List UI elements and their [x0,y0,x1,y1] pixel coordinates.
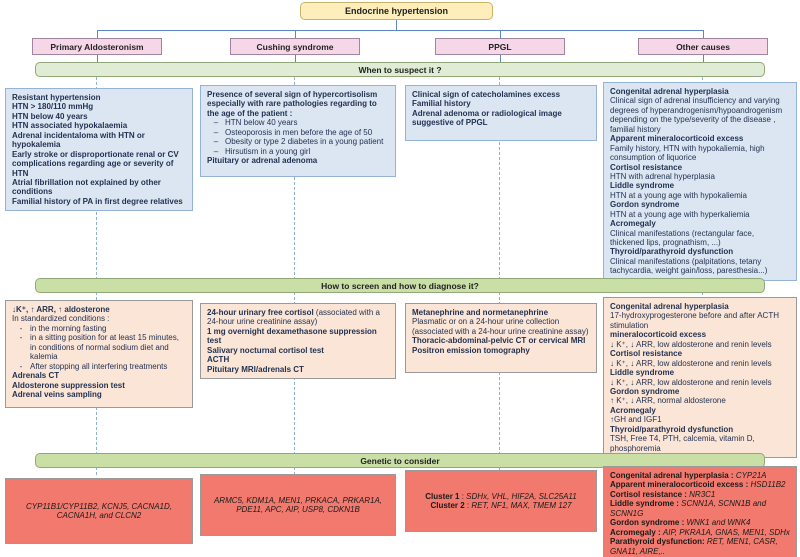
text-line [610,340,790,349]
screen-box-cushing-syndrome [200,303,396,379]
text-segment: Adrenals CT [12,371,60,381]
connector-col2-header-stub [295,55,296,62]
text-segment: In standardized conditions : [12,314,110,324]
text-line [207,327,389,346]
text-line [207,365,389,374]
text-line [610,415,790,424]
text-segment: Metanephrine and normetanephrine [412,308,549,317]
text-segment: HTN below 40 years [225,118,298,128]
text-line [610,490,790,499]
text-line [207,346,389,355]
bullet-text [30,324,186,333]
text-segment: ↓ K⁺, ↓ ARR, low aldosterone and renin levels [610,377,772,387]
text-line [610,471,790,480]
banner-label: How to screen and how to diagnose it? [321,280,479,291]
genetic-box-primary-aldosteronism [5,478,193,544]
suspect-box-primary-aldosteronism [5,88,193,211]
text-line [610,480,790,489]
text-line [412,317,590,336]
text-segment: HSD11B2 [750,480,786,490]
text-line [610,378,790,387]
text-line [610,406,790,415]
text-line [412,99,590,108]
text-line [610,200,790,209]
bullet-text [225,147,389,156]
text-segment: ↓ K⁺, ↓ ARR, low aldosterone and renin levels [610,339,772,349]
text-segment: Acromegaly [610,219,656,229]
text-segment: WNK1 and WNK4 [686,518,751,528]
column-header-other-causes [638,38,768,55]
text-segment: AIP, PKRA1A, GNAS, MEN1, SDHx [662,527,790,537]
text-line [12,381,186,390]
dash-bullet: – [213,146,219,156]
text-line [610,229,790,248]
text-segment: Adrenal veins sampling [12,389,102,399]
text-line [610,96,790,134]
text-segment: Adrenal incidentaloma with HTN or hypokalemia [12,130,145,150]
text-segment: 17-hydroxyprogesterone before and after ACTH stimulation [610,311,779,330]
text-segment: : [461,491,467,501]
text-segment: NR3C1 [689,489,716,499]
text-segment: in the morning fasting [30,323,107,333]
connector-col2-stub [295,30,296,38]
text-line [610,247,790,256]
column-header-label: Other causes [676,41,730,52]
text-line [12,121,186,130]
connector-col4-stub [703,30,704,38]
text-segment: Parathyroid dysfunction: [610,537,707,547]
text-line [12,314,186,323]
text-segment: ↑GH and IGF1 [610,415,662,425]
suspect-box-cushing-syndrome [200,85,396,177]
connector-col1-stub [97,30,98,38]
text-line [12,371,186,380]
text-line [412,308,590,317]
text-segment: Cortisol resistance [610,162,683,172]
text-segment: Thyroid/parathyroid dysfunction [610,247,734,257]
text-segment: Presence of several sign of hypercortisolism especially with rare pathologies regarding to the age of the patient : [207,90,378,118]
text-segment: Familial history [412,99,471,109]
text-segment: HTN below 40 years [12,111,88,121]
banner-label: When to suspect it ? [358,64,442,75]
text-line [610,311,790,330]
connector-col1-header-stub [97,55,98,62]
text-segment: : [466,501,472,510]
suspect-box-ppgl [405,85,597,141]
text-segment: Congenital adrenal hyperplasia [610,87,729,96]
dash-bullet: - [19,361,23,371]
connector-root-stem [396,20,397,30]
connector-horizontal [97,30,703,31]
dash-bullet: - [19,323,23,333]
connector-col4-header-stub [703,55,704,62]
bullet-text [225,137,389,146]
genetic-box-cushing-syndrome [200,474,396,536]
text-line [12,502,186,521]
text-segment: ARMC5, KDM1A, MEN1, PRKACA, PRKAR1A, PDE11, APC, AIP, USP8, CDKN1B [213,495,383,514]
dash-bullet: - [19,333,23,343]
text-segment: SDHx, VHL, HIF2A, SLC25A11 [466,491,577,501]
text-segment: Atrial fibrillation not explained by other conditions [12,177,161,197]
text-line [207,496,389,515]
text-line [610,359,790,368]
text-line [610,330,790,339]
column-header-label: Primary Aldosteronism [50,41,144,52]
text-line [610,163,790,172]
text-segment: 24-hour urinary free cortisol [207,308,316,317]
text-segment: Thyroid/parathyroid dysfunction [610,424,734,434]
text-segment: ↓ K⁺, ↓ ARR, low aldosterone and renin levels [610,358,772,368]
text-segment: in a sitting position for at least 15 minutes, in conditions of normal sodium diet and kalemia [30,333,179,362]
text-line [610,537,790,556]
text-line [610,181,790,190]
banner-how-to-screen [35,278,765,293]
column-header-label: PPGL [488,41,512,52]
text-segment: Plasmatic or on a 24-hour urine collection (associated with a 24-hour urine creatinine assay) [412,317,589,336]
text-segment: Pituitary or adrenal adenoma [207,156,318,166]
text-line [412,492,590,501]
text-line [610,210,790,219]
text-segment: Obesity or type 2 diabetes in a young patient [225,137,384,147]
text-line [207,118,389,127]
text-segment: Liddle syndrome : [610,499,682,509]
text-line [12,362,186,371]
text-segment: Gordon syndrome [610,200,680,210]
genetic-box-other-causes [603,466,797,557]
text-line [12,305,186,314]
text-segment: TSH, Free T4, PTH, calcemia, vitamin D, phosphoremia [610,434,755,453]
text-segment: HTN associated hypokalaemia [12,121,128,131]
text-segment: Resistant hypertension [12,93,101,102]
text-line [12,102,186,111]
column-header-cushing-syndrome [230,38,360,55]
text-segment: Familial history of PA in first degree relatives [12,196,183,206]
text-segment: ↑ K⁺, ↓ ARR, normal aldosterone [610,396,726,406]
text-segment: HTN at a young age with hypokaliemia [610,190,747,200]
connector-col3-stub [500,30,501,38]
text-segment: HTN at a young age with hyperkaliemia [610,209,750,219]
text-line [12,150,186,178]
text-segment: Clinical sign of adrenal insufficiency and varying degrees of hyperandrogenism/hypoandrogenism depending on the type/severity of the disease , familial history [610,96,783,134]
screen-box-primary-aldosteronism [5,300,193,408]
text-segment: Cluster 1 [425,491,462,501]
text-line [610,349,790,358]
text-segment: CYP21A [735,471,767,480]
text-line [12,390,186,399]
text-segment: Cortisol resistance [610,349,683,359]
text-line [610,396,790,405]
text-line [412,346,590,355]
banner-label: Genetic to consider [360,455,440,466]
text-segment: Cortisol resistance : [610,489,690,499]
dash-bullet: – [213,118,219,128]
column-header-ppgl [435,38,565,55]
text-line [610,528,790,537]
text-segment: RET, NF1, MAX, TMEM 127 [471,501,572,510]
text-segment: Clinical sign of catecholamines excess [412,90,561,99]
text-line [207,147,389,156]
text-segment: 1 mg overnight dexamethasone suppression test [207,326,377,346]
text-segment: CYP11B1/CYP11B2, KCNJ5, CACNA1D, CACNA1H, and CLCN2 [26,501,172,520]
text-line [12,112,186,121]
text-segment: Family history, HTN with hypokaliemia, high consumption of liquorice [610,143,765,163]
text-segment: ACTH [207,355,230,365]
text-line [610,172,790,181]
text-segment: Aldosterone suppression test [12,380,125,390]
text-line [610,134,790,143]
suspect-box-other-causes [603,82,797,281]
text-line [12,197,186,206]
root-node-label: Endocrine hypertension [344,6,449,16]
bullet-text [30,362,186,371]
text-line [610,518,790,527]
text-line [12,324,186,333]
text-segment: Apparent mineralocorticoid excess [610,134,744,144]
text-segment: HTN with adrenal hyperplasia [610,171,715,181]
text-line [610,87,790,96]
text-line [412,109,590,128]
text-segment: Adrenal adenoma or radiological image suggestive of PPGL [412,108,562,128]
text-segment: Clinical manifestations (palpitations, tetany tachycardia, weight gain/loss, paresthesia...) [610,256,768,276]
text-line [207,308,389,327]
text-segment: (associated with a 24-hour urine creatinine assay) [207,308,380,327]
column-header-primary-aldosteronism [32,38,162,55]
bullet-text [225,118,389,127]
text-line [12,178,186,197]
text-segment: mineralocorticoid excess [610,330,707,340]
text-segment: ↓K⁺, ↑ ARR, ↑ aldosterone [12,305,110,314]
text-line [412,501,590,510]
text-segment: Acromegaly : [610,527,663,537]
text-line [207,355,389,364]
text-segment: Congenital adrenal hyperplasia : [610,471,736,480]
column-header-label: Cushing syndrome [256,41,334,52]
screen-box-other-causes [603,297,797,458]
text-line [610,191,790,200]
text-segment: Clinical manifestations (rectangular face, thickened lips, prognathism, ...) [610,228,755,247]
text-segment: Cluster 2 [430,501,467,510]
dash-bullet: – [213,137,219,147]
text-segment: Positron emission tomography [412,345,530,355]
bullet-text [30,333,186,361]
text-segment: Liddle syndrome [610,368,675,378]
text-line [412,90,590,99]
text-segment: Congenital adrenal hyperplasia [610,302,729,311]
screen-box-ppgl [405,303,597,373]
text-segment: Liddle syndrome [610,181,675,191]
text-segment: Gordon syndrome [610,386,680,396]
text-segment: After stopping all interfering treatments [30,361,168,371]
text-segment: Salivary nocturnal cortisol test [207,345,324,355]
text-segment: Acromegaly [610,405,656,415]
text-line [207,128,389,137]
text-line [610,425,790,434]
text-line [610,302,790,311]
root-node-endocrine-hypertension [300,2,493,20]
text-segment: Hirsutism in a young girl [225,146,311,156]
text-segment: Thoracic-abdominal-pelvic CT or cervical MRI [412,336,586,346]
text-segment: RET, MEN1, CASR, GNA11, AIRE,.. [610,537,778,556]
text-line [610,499,790,518]
text-segment: SCNN1A, SCNN1B and SCNN1G [610,499,767,518]
text-line [12,93,186,102]
text-segment: Pituitary MRI/adrenals CT [207,364,304,374]
text-line [610,368,790,377]
text-segment: Gordon syndrome : [610,518,687,528]
text-line [207,156,389,165]
text-segment: Osteoporosis in men before the age of 50 [225,127,373,137]
genetic-box-ppgl [405,470,597,532]
text-line [610,387,790,396]
text-line [207,90,389,118]
connector-col3-header-stub [500,55,501,62]
text-segment: HTN > 180/110 mmHg [12,102,94,112]
dash-bullet: – [213,127,219,137]
text-line [412,336,590,345]
text-line [12,131,186,150]
bullet-text [225,128,389,137]
text-line [207,137,389,146]
text-line [610,144,790,163]
text-line [12,333,186,361]
text-segment: Early stroke or disproportionate renal or CV complications regarding age or severity of HTN [12,149,179,178]
text-line [610,257,790,276]
text-line [610,434,790,453]
text-line [610,219,790,228]
text-segment: Apparent mineralocorticoid excess : [610,480,751,490]
banner-when-to-suspect [35,62,765,77]
